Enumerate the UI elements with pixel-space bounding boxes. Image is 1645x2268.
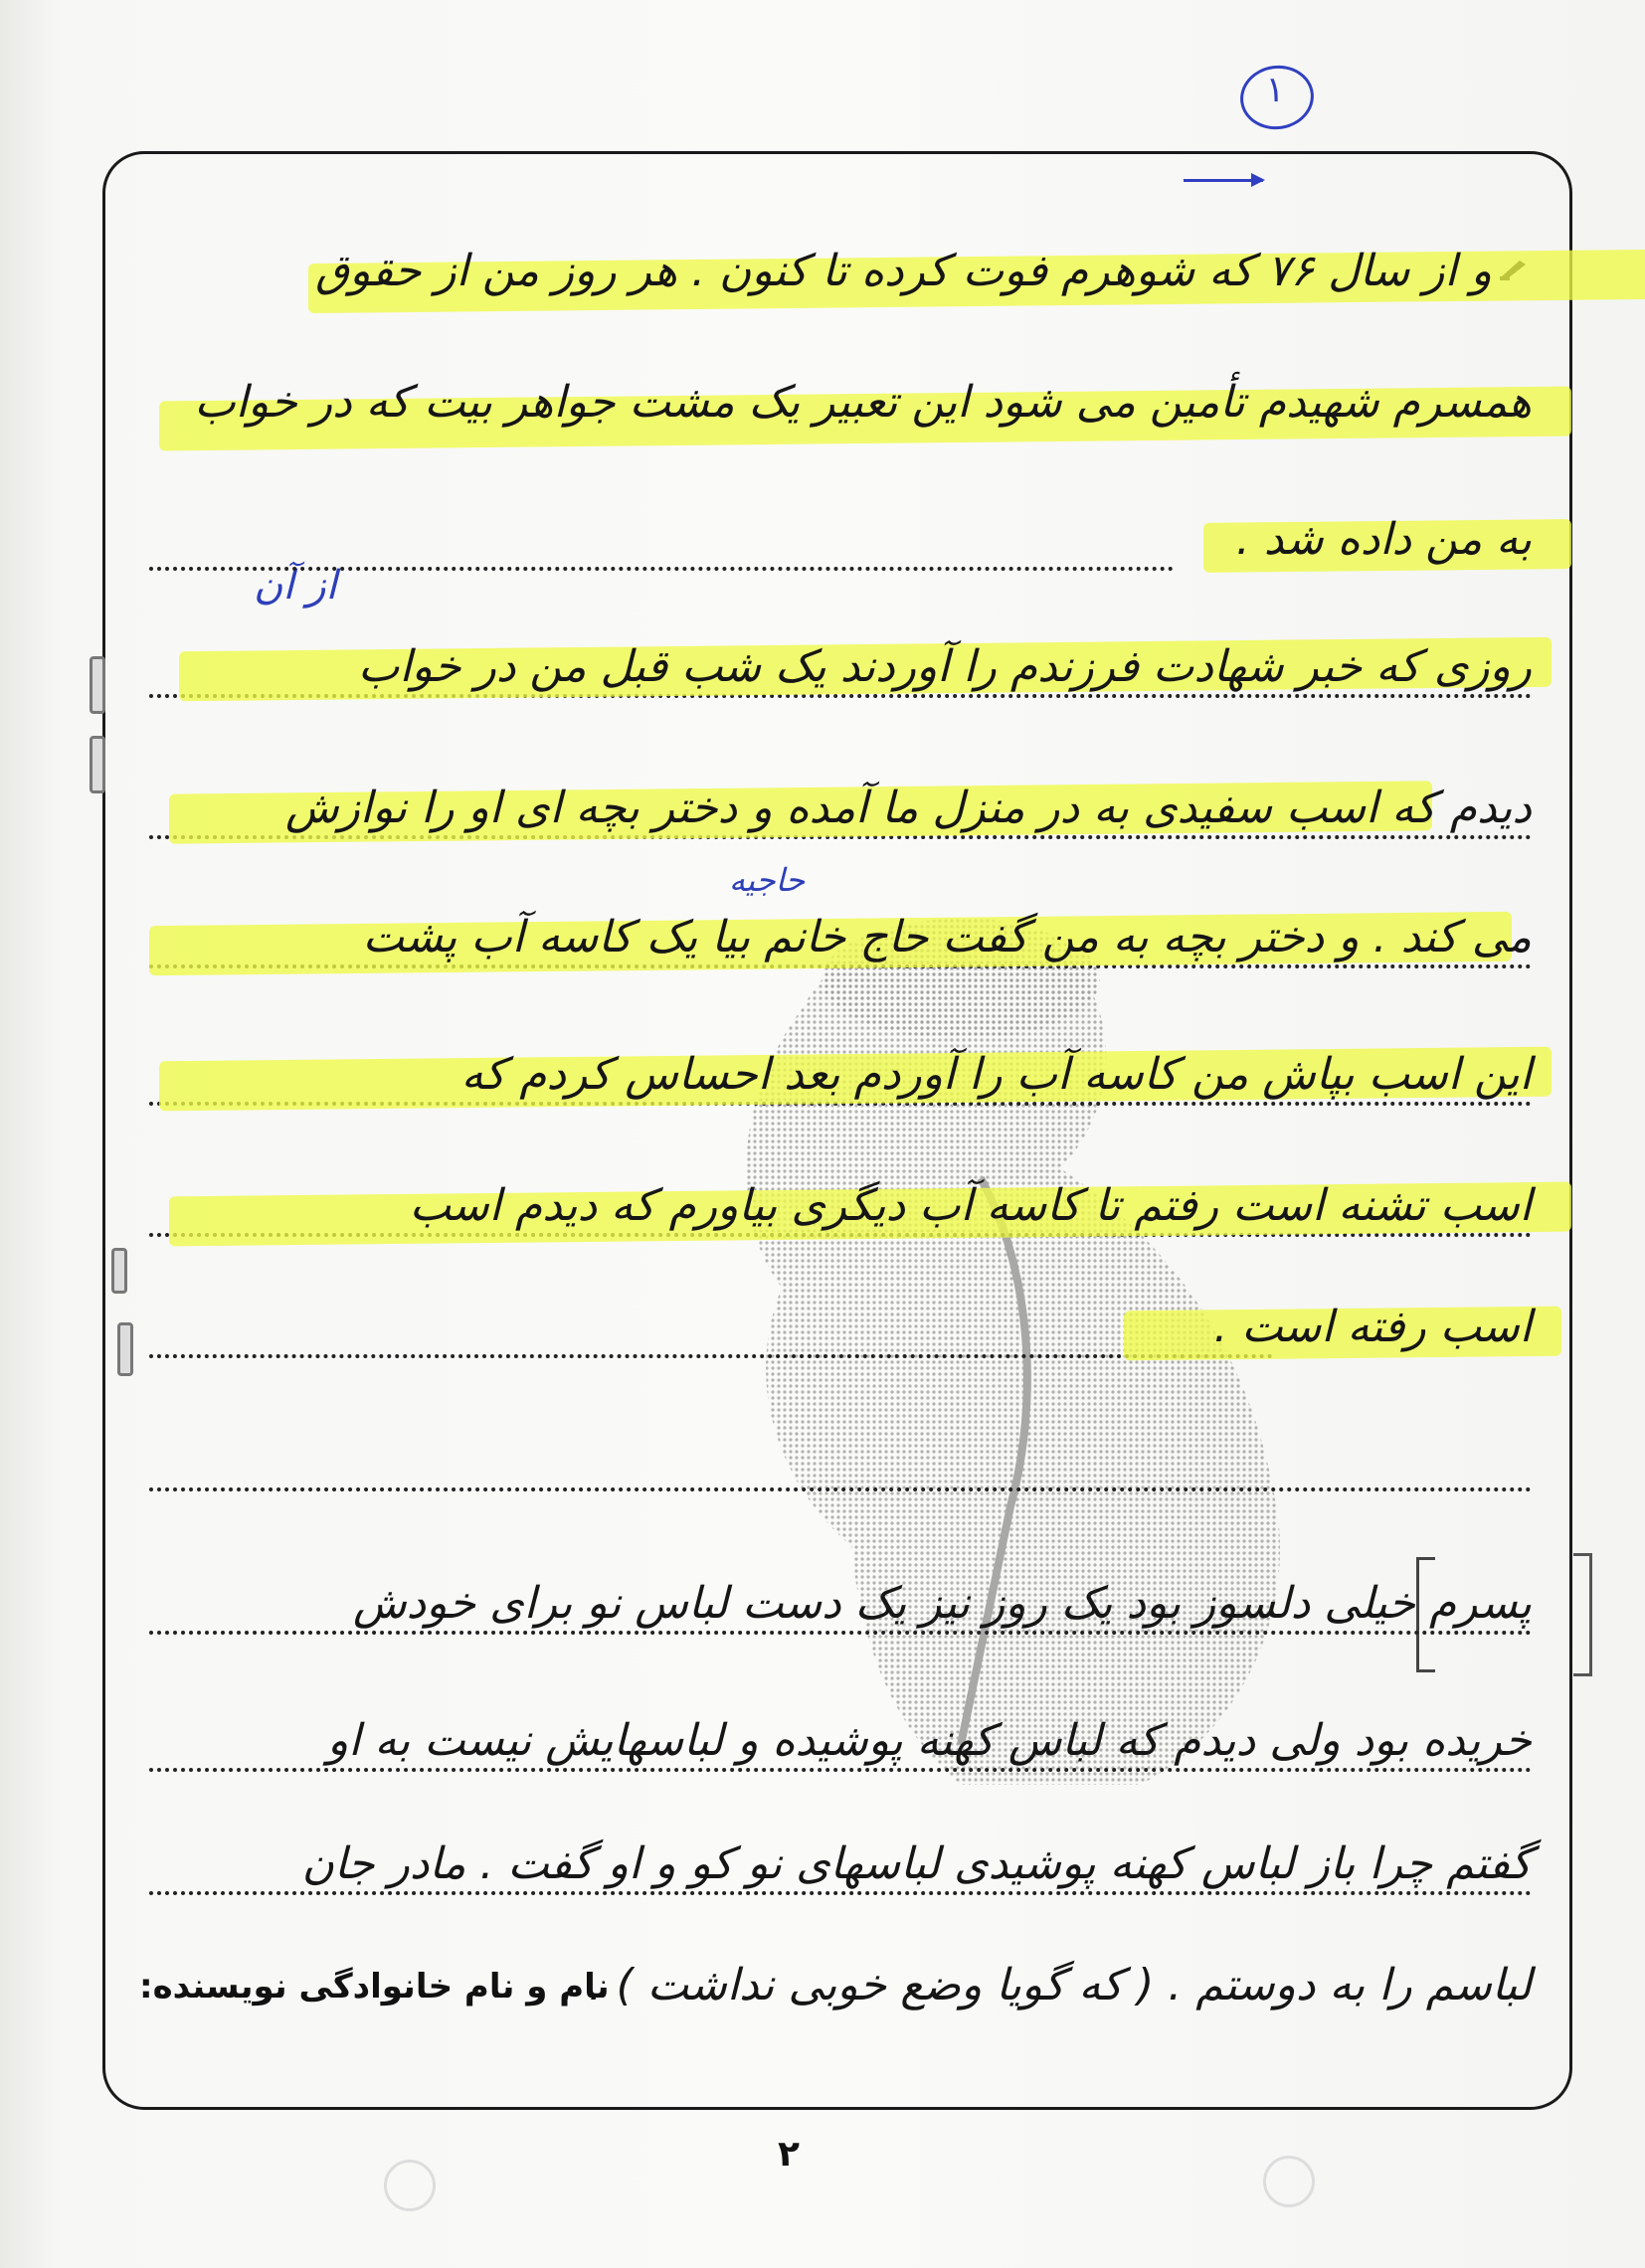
- punch-hole: [384, 2160, 436, 2211]
- text-line: و از سال ۷۶ که شوهرم فوت کرده تا کنون . هر روز من از حقوق: [149, 239, 1532, 308]
- text-line: می کند . و دختر بچه به من گفت حاج خانم بیا یک کاسه آب پشت: [149, 905, 1532, 974]
- text-line: همسرم شهیدم تأمین می شود این تعبیر یک مشت جواهر بیت که در خواب: [149, 370, 1532, 439]
- staple: [90, 656, 105, 714]
- page-number: ٢: [778, 2134, 800, 2175]
- text-line: [149, 1428, 1532, 1497]
- text-line: روزی که خبر شهادت فرزندم را آوردند یک شب قبل من در خواب: [149, 634, 1532, 704]
- staple: [90, 736, 105, 793]
- text-line: دیدم که اسب سفیدی به در منزل ما آمده و دختر بچه ای او را نوازش: [149, 776, 1532, 845]
- staple: [111, 1248, 127, 1294]
- circle-number: ١: [1265, 70, 1285, 110]
- text-line: اسب تشنه است رفتم تا کاسه آب دیگری بیاورم که دیدم اسب: [149, 1173, 1532, 1243]
- text-line: به من داده شد .: [149, 507, 1532, 577]
- staple: [117, 1322, 133, 1376]
- punch-hole: [1263, 2156, 1315, 2207]
- author-name-label: نام و نام خانوادگی نویسنده:: [139, 1967, 610, 2006]
- bracket-mark: [1573, 1553, 1592, 1676]
- text-line: اسب رفته است .: [149, 1295, 1532, 1364]
- text-line: خریده بود ولی دیدم که لباس کهنه پوشیده و لباسهایش نیست به او: [149, 1708, 1532, 1778]
- margin-note: از آن: [254, 563, 337, 609]
- text-line: گفتم چرا باز لباس کهنه پوشیدی لباسهای نو کو و او گفت . مادر جان: [149, 1832, 1532, 1901]
- text-line: لباسم را به دوستم . ( که گویا وضع خوبی نداشت ) . .: [560, 1960, 1532, 2010]
- text-line: این اسب بپاش من کاسه آب را آوردم بعد احساس کردم که: [149, 1042, 1532, 1112]
- margin-note: حاجیه: [729, 861, 806, 899]
- text-line: پسرم خیلی دلسوز بود یک روز نیز یک دست لباس نو برای خودش: [149, 1571, 1532, 1641]
